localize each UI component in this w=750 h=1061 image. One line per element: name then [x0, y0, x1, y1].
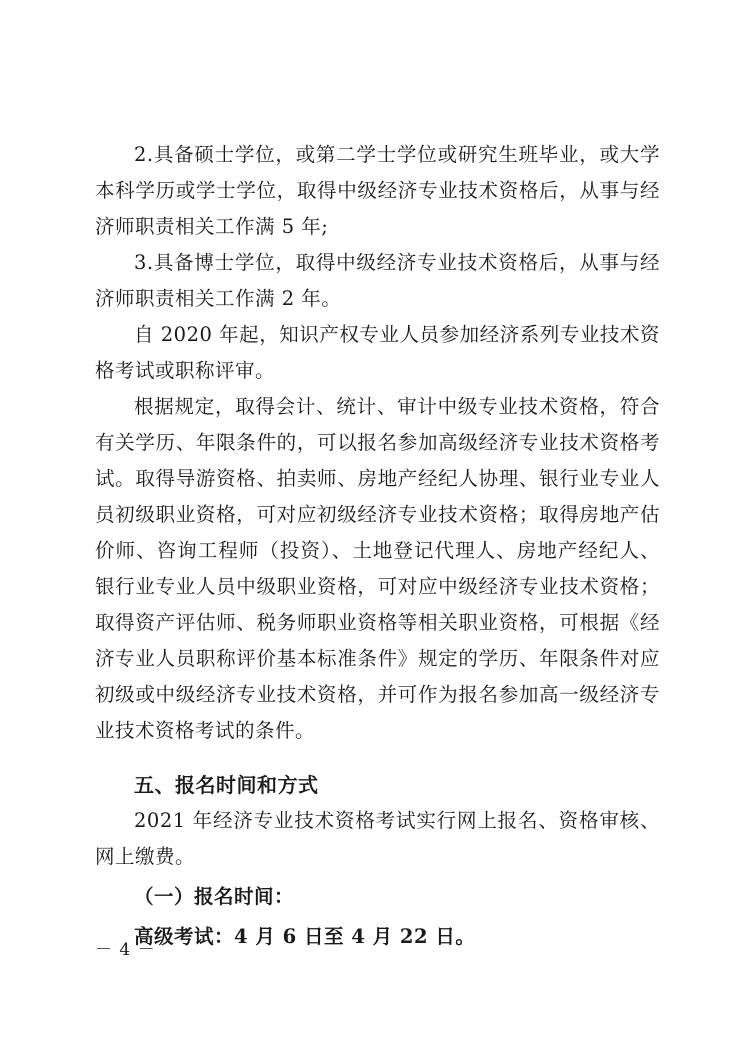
- section-heading: 五、报名时间和方式: [134, 773, 319, 797]
- page-number: － 4 －: [95, 940, 156, 960]
- paragraph-online-registration: 2021 年经济专业技术资格考试实行网上报名、资格审核、网上缴费。: [95, 809, 660, 868]
- paragraph-ip-professionals: 自 2020 年起，知识产权专业人员参加经济系列专业技术资格考试或职称评审。: [95, 323, 660, 382]
- senior-exam-dates: 高级考试：4 月 6 日至 4 月 22 日。: [134, 925, 476, 948]
- sub-heading-registration-time: （一）报名时间：: [134, 885, 295, 908]
- paragraph-condition-2: 2.具备硕士学位，或第二学士学位或研究生班毕业，或大学本科学历或学士学位，取得中级经济专业技术资格后，从事与经济师职责相关工作满 5 年;: [95, 143, 660, 238]
- document-body: [95, 137, 660, 955]
- paragraph-equivalent-qualifications: 根据规定，取得会计、统计、审计中级专业技术资格，符合有关学历、年限条件的，可以报名参加高级经济专业技术资格考试。取得导游资格、拍卖师、房地产经纪人协理、银行业专业人员初级职业资格，可对应初级经济专业技术资格；取得房地产估价师、咨询工程师（投资）、土地登记代理人、房地产经纪人、银行业专业人员中级职业资格，可对应中级经济专业技术资格；取得资产评估师、税务师职业资格等相关职业资格，可根据《经济专业人员职称评价基本标准条件》规定的学历、年限条件对应初级或中级经济专业技术资格，并可作为报名参加高一级经济专业技术资格考试的条件。: [95, 395, 660, 742]
- paragraph-condition-3: 3.具备博士学位，取得中级经济专业技术资格后，从事与经济师职责相关工作满 2 年。: [95, 251, 660, 310]
